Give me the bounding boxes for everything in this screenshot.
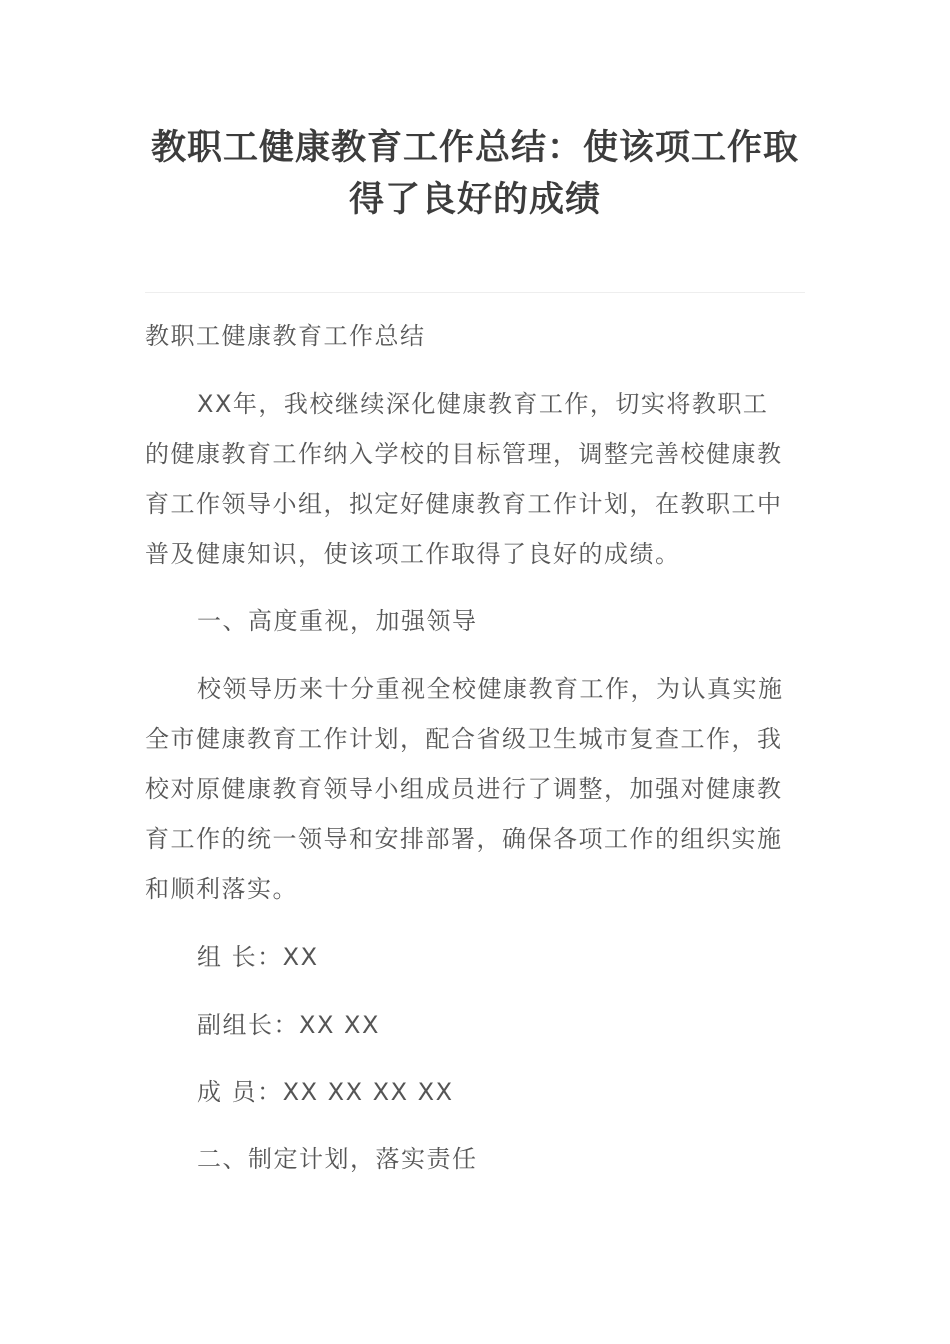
leader-line: 组 长：XX — [197, 943, 319, 971]
deputy-leader-line: 副组长：XX XX — [197, 1011, 380, 1039]
document-title: 教职工健康教育工作总结：使该项工作取得了良好的成绩 — [150, 127, 799, 220]
members-line: 成 员：XX XX XX XX — [197, 1078, 454, 1106]
section-1-paragraph: 校领导历来十分重视全校健康教育工作，为认真实施全市健康教育工作计划，配合省级卫生城市复查工作，我校对原健康教育领导小组成员进行了调整，加强对健康教育工作的统一领导和安排部署，确保各项工作的组织实施和顺利落实。 — [145, 675, 784, 903]
intro-paragraph: XX年，我校继续深化健康教育工作，切实将教职工的健康教育工作纳入学校的目标管理，调整完善校健康教育工作领导小组，拟定好健康教育工作计划，在教职工中普及健康知识，使该项工作取得了良好的成绩。 — [145, 390, 783, 568]
title-divider — [145, 292, 805, 293]
section-heading-2: 二、制定计划，落实责任 — [197, 1145, 478, 1173]
document-subtitle: 教职工健康教育工作总结 — [145, 322, 426, 350]
section-heading-1: 一、高度重视，加强领导 — [197, 607, 478, 635]
